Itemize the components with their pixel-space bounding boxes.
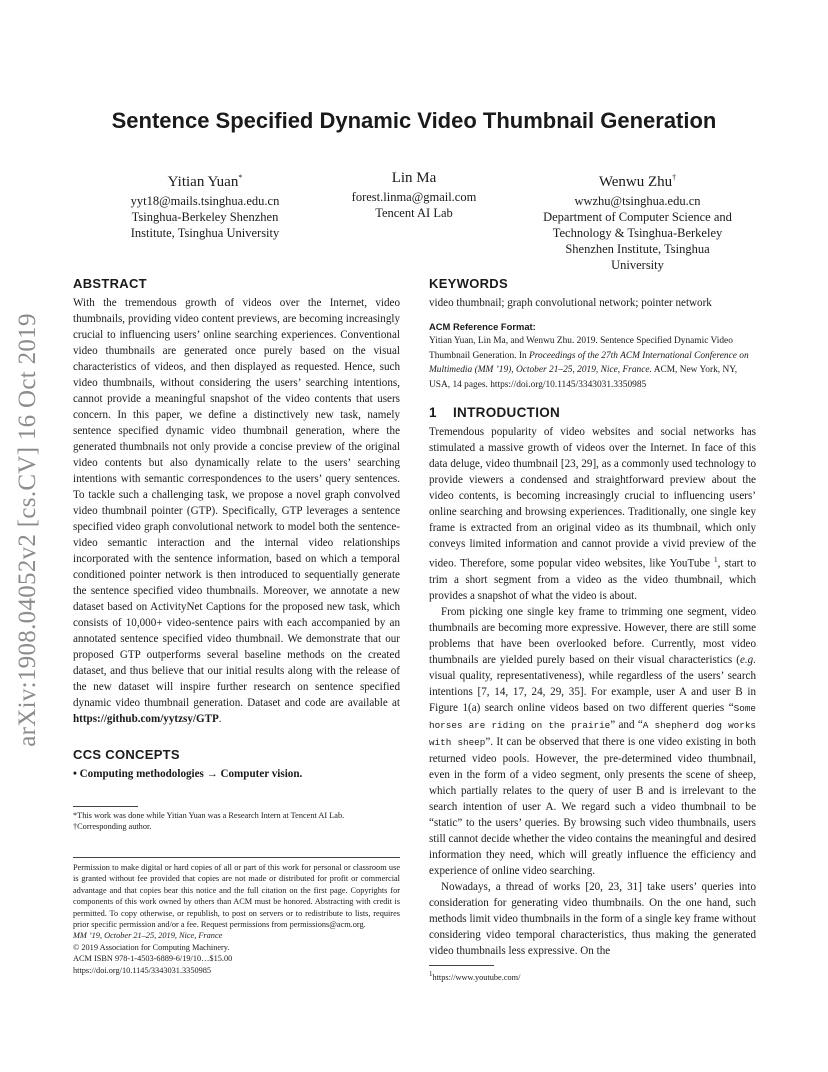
footnote-1: *This work was done while Yitian Yuan was a Research Intern at Tencent AI Lab.: [73, 811, 345, 820]
author-affiliation-line: Institute, Tsinghua University: [130, 226, 280, 240]
author-affiliation-line: Tsinghua-Berkeley Shenzhen: [131, 210, 279, 224]
right-column: [429, 276, 756, 982]
author-block-3: [520, 168, 755, 273]
acm-reference-text: Yitian Yuan, Lin Ma, and Wenwu Zhu. 2019. Sentence Specified Dynamic Video Thumbnail Generation. In Proceedings of the 27th ACM International Conference on Multimedia (MM ’19), October 21–25, 2019, Nice, France. ACM, New York, NY, USA, 14 pages. https://doi.org/10.1145/3343031.3350985: [429, 336, 749, 390]
footnote-rule: [73, 806, 138, 807]
keywords-text: video thumbnail; graph convolutional network; pointer network: [429, 297, 712, 309]
isbn-line: ACM ISBN 978-1-4503-6889-6/19/10…$15.00: [73, 954, 233, 964]
paper-title: Sentence Specified Dynamic Video Thumbnail Generation: [111, 108, 717, 133]
footnotes: [73, 806, 400, 832]
author-email: wwzhu@tsinghua.edu.cn: [574, 194, 701, 208]
author-name: Wenwu Zhu†: [598, 173, 677, 190]
intro-paragraph-1: Tremendous popularity of video websites and social networks has stimulated a massive growth of videos over the Internet. In face of this data deluge, video thumbnail [23, 29], as a commonly used technology to provide viewers a condensed and straightforward preview about the video contents, is becoming increasingly crucial to influencing users’ online searching and browsing experiences. Traditionally, one single key frame is extracted from an original video as its thumbnail, which only conveys limited information and cannot provide a vivid preview of the video. Therefore, some popular video websites, like YouTube $^1$, start to trim a short segment from a video as the video thumbnail, which provides a snapshot of what the video is about.: [429, 426, 756, 602]
query-example-1: Some horses are riding on the prairie: [429, 702, 756, 731]
ccs-text: • Computing methodologies → Computer vision.: [73, 768, 303, 780]
youtube-footnote: $^1$https://www.youtube.com/: [429, 970, 521, 982]
permission-rule: [73, 857, 400, 858]
author-block-1: [95, 168, 315, 241]
author-name: Lin Ma: [391, 170, 437, 186]
author-mark: †: [672, 173, 677, 182]
author-affiliation-line: Tencent AI Lab: [375, 206, 453, 220]
code-link[interactable]: https://github.com/yytzsy/GTP: [73, 713, 219, 725]
author-mark: *: [238, 173, 243, 182]
permission-text: Permission to make digital or hard copies of all or part of this work for personal or classroom use is granted without fee provided that copies are not made or distributed for profit or commercial advantage and that copies bear this notice and the full citation on the first page. Copyrights for components of this work owned by others than ACM must be honored. Abstracting with credit is permitted. To copy otherwise, or republish, to post on servers or to redistribute to lists, requires prior specific permission and/or a fee. Request permissions from permissions@acm.org.: [73, 863, 400, 930]
intro-paragraph-2: From picking one single key frame to trimming one segment, video thumbnails are becoming more expressive. However, there are still some problems that have been overlooked before. Currently, most video thumbnails are yielded purely based on their visual characteristics (e.g. visual quality, representativeness), while regardless of the users’ search intentions [7, 14, 17, 24, 29, 35]. For example, user A and user B in Figure 1(a) search online videos based on two different queries “Some horses are riding on the prairie” and “A shepherd dog works with sheep”. It can be observed that there is one video existing in both returned video pools. However, the pre-determined video thumbnail, even in the form of a video segment, only presents the scene of sheep, which partially relates to the query of user B and is irrelevant to the search intention of user A. We regard such a video thumbnail to be “static” to the users’ queries. By browsing such video thumbnails, users still cannot decide whether the video contains the meaningful and desired information they need, which will greatly influence the efficiency and experience of online video searching.: [429, 605, 756, 877]
abstract-text: With the tremendous growth of videos over the Internet, video thumbnails, providing video content previews, are becoming increasingly crucial to influencing users’ online searching experiences. Conventional video thumbnails are generated once purely based on the visual characteristics of videos, and then displayed as requested. Hence, such video thumbnails, without considering the users’ searching intentions, cannot provide a meaningful snapshot of the video contents that users concern. In this paper, we define a distinctively new task, namely sentence specified dynamic video thumbnail generation, where the generated thumbnails not only provide a concise preview of the original video contents but also dynamically relate to the users’ searching intentions with semantic correspondences to the users’ query sentences. To tackle such a challenging task, we propose a novel graph convolved video thumbnail pointer (GTP). Specifically, GTP leverages a sentence specified video graph convolutional network to model both the sentence-video semantic interaction and the internal video relationships incorporated with the sentence information, based on which a temporal conditioned pointer network is then introduced to sequentially generate the sentence specified video thumbnails. Moreover, we annotate a new dataset based on ActivityNet Captions for the proposed new task, which consists of 10,000+ video-sentence pairs with each accompanied by an annotated sentence specified video thumbnail. We demonstrate that our proposed GTP outperforms several baseline methods on the created dataset, and thus believe that our initial results along with the release of the new dataset will inspire further research on sentence specified dynamic video thumbnail generation. Dataset and code are available at https://github.com/yytzsy/GTP.: [73, 297, 400, 725]
author-name: Yitian Yuan*: [167, 173, 243, 190]
arxiv-identifier-text: arXiv:1908.04052v2 [cs.CV] 16 Oct 2019: [14, 313, 41, 747]
author-affiliation-line: Technology & Tsinghua-Berkeley: [552, 226, 723, 240]
author-affiliation-line: University: [611, 258, 664, 272]
footnote-2: †Corresponding author.: [73, 822, 152, 831]
ccs-heading: CCS CONCEPTS: [73, 747, 180, 762]
author-affiliation-line: Shenzhen Institute, Tsinghua: [565, 242, 710, 256]
left-column: [73, 276, 400, 976]
author-email: forest.linma@gmail.com: [351, 190, 477, 204]
introduction-heading: 1 INTRODUCTION: [429, 405, 561, 420]
doi-line[interactable]: https://doi.org/10.1145/3343031.3350985: [73, 965, 212, 975]
author-block-2: [334, 168, 494, 221]
query-example-2: A shepherd dog works with sheep: [429, 719, 756, 748]
author-email: yyt18@mails.tsinghua.edu.cn: [130, 194, 280, 208]
permission-block: [73, 857, 400, 976]
keywords-heading: KEYWORDS: [429, 276, 508, 291]
arxiv-identifier-stamp: [8, 290, 48, 770]
right-footnotes: [429, 965, 756, 983]
venue-line: MM ’19, October 21–25, 2019, Nice, France: [73, 931, 223, 941]
footnote-rule: [429, 965, 494, 966]
acm-reference-heading: ACM Reference Format:: [429, 321, 536, 332]
abstract-heading: ABSTRACT: [73, 276, 147, 291]
author-affiliation-line: Department of Computer Science and: [543, 210, 732, 224]
footnote-ref: 1: [713, 555, 718, 564]
intro-paragraph-3: Nowadays, a thread of works [20, 23, 31] take users’ queries into consideration for generating video thumbnails. On the one hand, such methods limit video thumbnails in the form of a single key frame without considering video temporal characteristics, thus making the generated video thumbnails less expressive. On the: [429, 880, 756, 957]
copyright-line: © 2019 Association for Computing Machinery.: [73, 942, 230, 952]
